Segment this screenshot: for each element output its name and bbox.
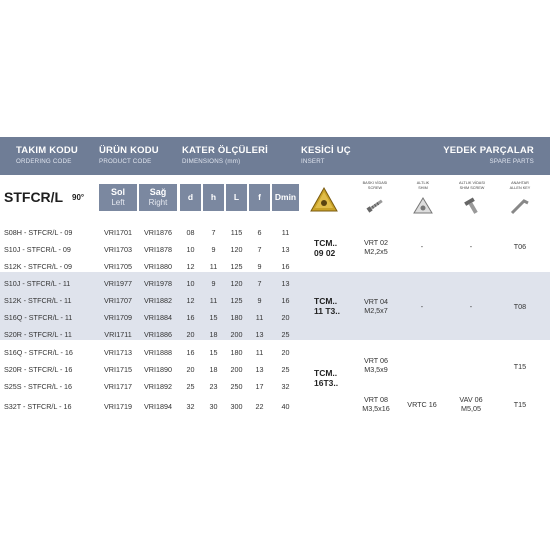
cell-right: VRI1978 — [144, 279, 172, 288]
cell-L: 300 — [230, 402, 243, 411]
cell-dmin: 32 — [281, 382, 290, 391]
cell-right: VRI1890 — [144, 365, 172, 374]
cell-L: 120 — [230, 279, 243, 288]
cell-code: S12K - STFCR/L - 09 — [4, 262, 73, 271]
screw-11: VRT 04 M2,5x7 — [363, 297, 389, 315]
cell-f: 7 — [257, 245, 262, 254]
cell-h: 11 — [209, 262, 218, 271]
key-16b: T15 — [513, 400, 527, 409]
cell-h: 9 — [211, 279, 216, 288]
cell-f: 9 — [257, 262, 262, 271]
cell-h: 7 — [211, 228, 216, 237]
shim-11: - — [420, 302, 424, 311]
cell-code: S12K - STFCR/L - 11 — [4, 296, 72, 305]
cell-f: 22 — [255, 402, 264, 411]
cell-dmin: 40 — [281, 402, 290, 411]
cell-right: VRI1894 — [144, 402, 172, 411]
insert-code-11: TCM.. 11 T3.. — [314, 296, 340, 316]
cell-code: S10J - STFCR/L - 11 — [4, 279, 71, 288]
key-09: T06 — [513, 242, 527, 251]
cell-left: VRI1713 — [104, 348, 132, 357]
header-insert-en: INSERT — [301, 158, 325, 165]
cell-d: 08 — [186, 228, 195, 237]
header-product-code-en: PRODUCT CODE — [99, 158, 152, 165]
header-spare-parts-tr: YEDEK PARÇALAR — [443, 145, 534, 156]
cell-left: VRI1701 — [104, 228, 132, 237]
cell-L: 115 — [230, 228, 243, 237]
cell-d: 20 — [186, 365, 195, 374]
subheader-f: f — [249, 184, 270, 211]
cell-left: VRI1703 — [104, 245, 132, 254]
cell-L: 125 — [230, 262, 243, 271]
cell-L: 180 — [230, 348, 243, 357]
cell-L: 200 — [230, 365, 243, 374]
cell-dmin: 20 — [281, 348, 290, 357]
shim-screw-icon — [462, 196, 482, 221]
cell-h: 23 — [209, 382, 218, 391]
cell-f: 6 — [257, 228, 262, 237]
cell-h: 15 — [209, 348, 218, 357]
subheader-right-en: Right — [148, 198, 168, 207]
cell-right: VRI1892 — [144, 382, 172, 391]
header-tool-code-en: ORDERING CODE — [16, 158, 72, 165]
cell-d: 12 — [186, 296, 195, 305]
cell-code: S16Q - STFCR/L - 11 — [4, 313, 73, 322]
cell-f: 13 — [255, 365, 264, 374]
subheader-left — [99, 184, 137, 211]
screw-icon — [364, 196, 386, 219]
shim-09: - — [420, 242, 424, 251]
cell-d: 10 — [186, 245, 195, 254]
header-spare-parts — [443, 145, 534, 165]
cell-left: VRI1719 — [104, 402, 132, 411]
cell-code: S32T - STFCR/L - 16 — [4, 402, 72, 411]
shim-label: ALTLIK SHIM — [416, 181, 430, 190]
key-16a: T15 — [513, 362, 527, 371]
cell-f: 9 — [257, 296, 262, 305]
cell-left: VRI1717 — [104, 382, 132, 391]
cell-d: 20 — [186, 330, 195, 339]
shim-screw-label: ALTLIK VİDASI SHIM SCREW — [459, 181, 485, 190]
cell-d: 25 — [186, 382, 195, 391]
subheader-dmin: Dmin — [272, 184, 299, 211]
header-tool-code — [16, 145, 78, 165]
screw-16a: VRT 06 M3,5x9 — [363, 356, 389, 374]
cell-code: S08H - STFCR/L - 09 — [4, 228, 73, 237]
cell-code: S20R - STFCR/L - 11 — [4, 330, 72, 339]
shim-screw-16b: VAV 06 M5,05 — [459, 395, 483, 413]
cell-f: 7 — [257, 279, 262, 288]
header-dimensions — [182, 145, 268, 165]
family-angle: 90° — [72, 193, 85, 202]
shim-16b: VRTC 16 — [407, 400, 437, 409]
cell-h: 18 — [209, 330, 218, 339]
key-label: ANAHTAR ALLEN KEY — [509, 181, 531, 190]
screw-label: BASKI VİDASI SCREW — [362, 181, 388, 190]
cell-left: VRI1705 — [104, 262, 132, 271]
cell-left: VRI1715 — [104, 365, 132, 374]
screw-16b: VRT 08 M3,5x16 — [362, 395, 390, 413]
cell-h: 30 — [209, 402, 218, 411]
cell-code: S10J - STFCR/L - 09 — [4, 245, 71, 254]
insert-code-09: TCM.. 09 02 — [314, 238, 338, 258]
cell-h: 9 — [211, 245, 216, 254]
shim-icon — [413, 197, 433, 220]
subheader-d: d — [180, 184, 201, 211]
cell-dmin: 11 — [281, 228, 290, 237]
cell-h: 15 — [209, 313, 218, 322]
cell-right: VRI1878 — [144, 245, 172, 254]
cell-L: 125 — [230, 296, 243, 305]
table-header — [0, 137, 550, 175]
cell-dmin: 20 — [281, 313, 290, 322]
cell-left: VRI1707 — [104, 296, 132, 305]
cell-code: S16Q - STFCR/L - 16 — [4, 348, 73, 357]
cell-f: 11 — [255, 348, 264, 357]
cell-left: VRI1711 — [104, 330, 132, 339]
cell-d: 12 — [186, 262, 195, 271]
header-dimensions-en: DIMENSIONS (mm) — [182, 158, 241, 165]
cell-code: S25S - STFCR/L - 16 — [4, 382, 73, 391]
cell-left: VRI1709 — [104, 313, 132, 322]
key-11: T08 — [513, 302, 527, 311]
header-dimensions-tr: KATER ÖLÇÜLERİ — [182, 145, 269, 156]
cell-L: 180 — [230, 313, 243, 322]
header-tool-code-tr: TAKIM KODU — [16, 145, 78, 156]
cell-d: 16 — [186, 348, 195, 357]
cell-d: 16 — [186, 313, 195, 322]
insert-image — [309, 186, 339, 214]
cell-h: 18 — [209, 365, 218, 374]
cell-right: VRI1882 — [144, 296, 172, 305]
subheader-left-en: Left — [111, 198, 125, 207]
cell-f: 13 — [255, 330, 264, 339]
family-title: STFCR/L — [4, 189, 64, 205]
insert-code-16: TCM.. 16T3.. — [314, 368, 339, 388]
cell-right: VRI1880 — [144, 262, 172, 271]
subheader-L: L — [226, 184, 247, 211]
cell-f: 17 — [255, 382, 264, 391]
header-insert-tr: KESİCİ UÇ — [301, 145, 351, 156]
cell-dmin: 16 — [281, 262, 290, 271]
allen-key-icon — [508, 195, 530, 222]
cell-right: VRI1886 — [144, 330, 172, 339]
subheader-left-tr: Sol — [110, 187, 125, 197]
subheader-h: h — [203, 184, 224, 211]
cell-dmin: 25 — [281, 365, 290, 374]
cell-L: 250 — [230, 382, 243, 391]
cell-right: VRI1876 — [144, 228, 172, 237]
header-insert — [301, 145, 351, 165]
header-product-code-tr: ÜRÜN KODU — [99, 145, 159, 156]
cell-d: 10 — [186, 279, 195, 288]
cell-code: S20R - STFCR/L - 16 — [4, 365, 73, 374]
cell-left: VRI1977 — [104, 279, 132, 288]
screw-09: VRT 02 M2,2x5 — [363, 238, 389, 256]
cell-dmin: 13 — [281, 245, 290, 254]
cell-dmin: 13 — [281, 279, 290, 288]
subheader-right-tr: Sağ — [149, 187, 167, 197]
shim-screw-09: - — [469, 242, 473, 251]
cell-dmin: 25 — [281, 330, 290, 339]
cell-right: VRI1888 — [144, 348, 172, 357]
cell-L: 200 — [230, 330, 243, 339]
cell-h: 11 — [209, 296, 218, 305]
cell-right: VRI1884 — [144, 313, 172, 322]
subheader-right — [139, 184, 177, 211]
shim-screw-11: - — [469, 302, 473, 311]
cell-f: 11 — [255, 313, 264, 322]
cell-d: 32 — [186, 402, 195, 411]
header-spare-parts-en: SPARE PARTS — [489, 158, 534, 165]
cell-dmin: 16 — [281, 296, 290, 305]
cell-L: 120 — [230, 245, 243, 254]
header-product-code — [99, 145, 159, 165]
